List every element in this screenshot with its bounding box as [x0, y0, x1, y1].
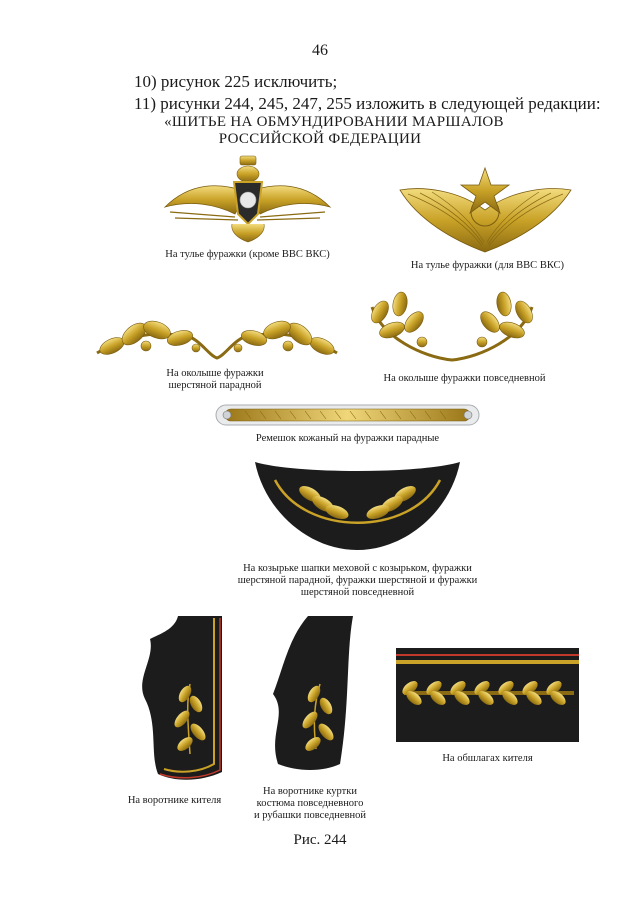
visor-embroidery	[255, 462, 460, 552]
section-heading-line-1: «ШИТЬЕ НА ОБМУНДИРОВАНИИ МАРШАЛОВ	[164, 114, 504, 130]
caption-collar-jacket-2: костюма повседневного	[256, 798, 364, 809]
caption-collar-jacket-3: и рубашки повседневной	[253, 810, 367, 821]
caption-visor-1: На козырьке шапки меховой с козырьком, фуражки	[243, 563, 472, 574]
caption-tulle-vvs: На тулье фуражки (для ВВС ВКС)	[410, 260, 565, 271]
winged-star-icon	[398, 160, 573, 255]
amendment-item-10: 10) рисунок 225 исключить;	[134, 72, 338, 91]
caption-visor-2: шерстяной парадной, фуражки шерстяной и фуражки	[237, 575, 478, 586]
section-heading-line-2: РОССИЙСКОЙ ФЕДЕРАЦИИ	[218, 131, 422, 147]
leather-strap	[215, 404, 480, 426]
caption-tulle-except-vvs: На тулье фуражки (кроме ВВС ВКС)	[165, 249, 330, 260]
caption-strap: Ремешок кожаный на фуражки парадные	[255, 433, 440, 444]
caption-band-parade-1: На околыше фуражки	[166, 368, 264, 379]
oak-branch-icon	[362, 292, 542, 367]
amendment-item-11: 11) рисунки 244, 245, 247, 255 изложить в следующей редакции:	[134, 94, 601, 113]
figure-label: Рис. 244	[293, 832, 347, 848]
collar-tunic-embroidery	[130, 614, 230, 784]
double-headed-eagle-icon	[160, 152, 335, 247]
caption-band-everyday: На околыше фуражки повседневной	[383, 373, 546, 384]
collar-jacket-embroidery	[258, 614, 358, 774]
caption-band-parade-2: шерстяной парадной	[168, 380, 262, 391]
caption-collar-jacket-1: На воротнике куртки	[263, 786, 357, 797]
caption-cuffs: На обшлагах кителя	[442, 753, 533, 764]
caption-visor-3: шерстяной повседневной	[300, 587, 415, 598]
cuff-embroidery	[396, 648, 579, 742]
caption-collar-tunic: На воротнике кителя	[127, 795, 222, 806]
oak-branch-icon	[92, 308, 342, 368]
page-number: 46	[312, 42, 328, 59]
